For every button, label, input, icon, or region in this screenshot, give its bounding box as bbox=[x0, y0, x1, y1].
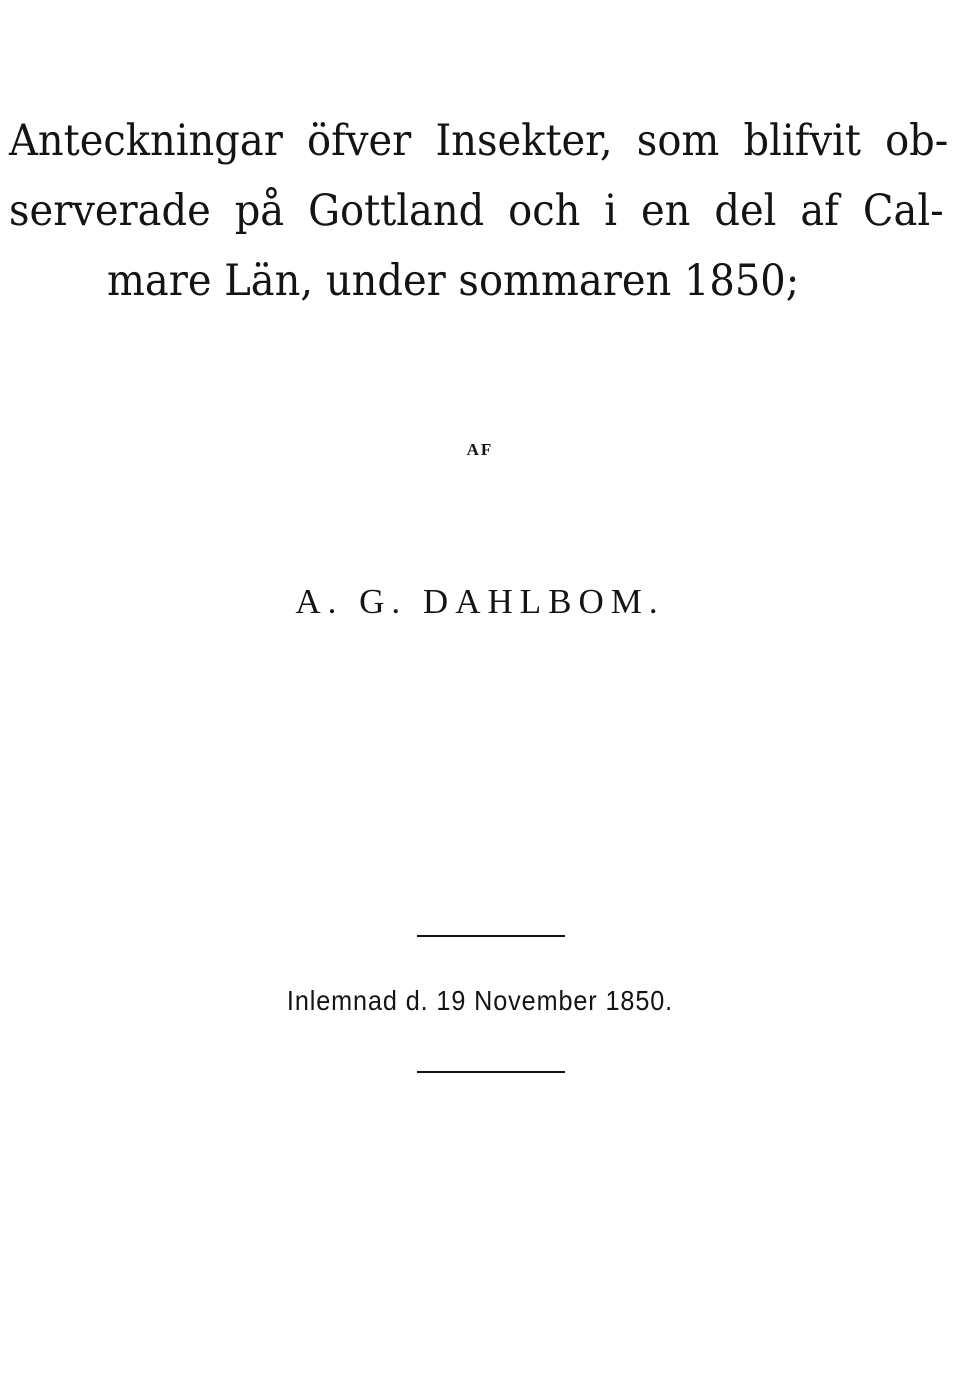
title-line-3: mare Län, under sommaren 1850; bbox=[107, 256, 800, 306]
title-line-2: serverade på Gottland och i en del af Cal- bbox=[9, 186, 944, 236]
author-name: A. G. DAHLBOM. bbox=[295, 582, 665, 621]
divider-bottom bbox=[417, 1071, 565, 1073]
byline-af: AF bbox=[466, 440, 494, 459]
divider-top bbox=[417, 935, 565, 937]
title-line-1: Anteckningar öfver Insekter, som blifvit ob- bbox=[9, 116, 949, 166]
submission-date: Inlemnad d. 19 November 1850. bbox=[286, 985, 674, 1016]
